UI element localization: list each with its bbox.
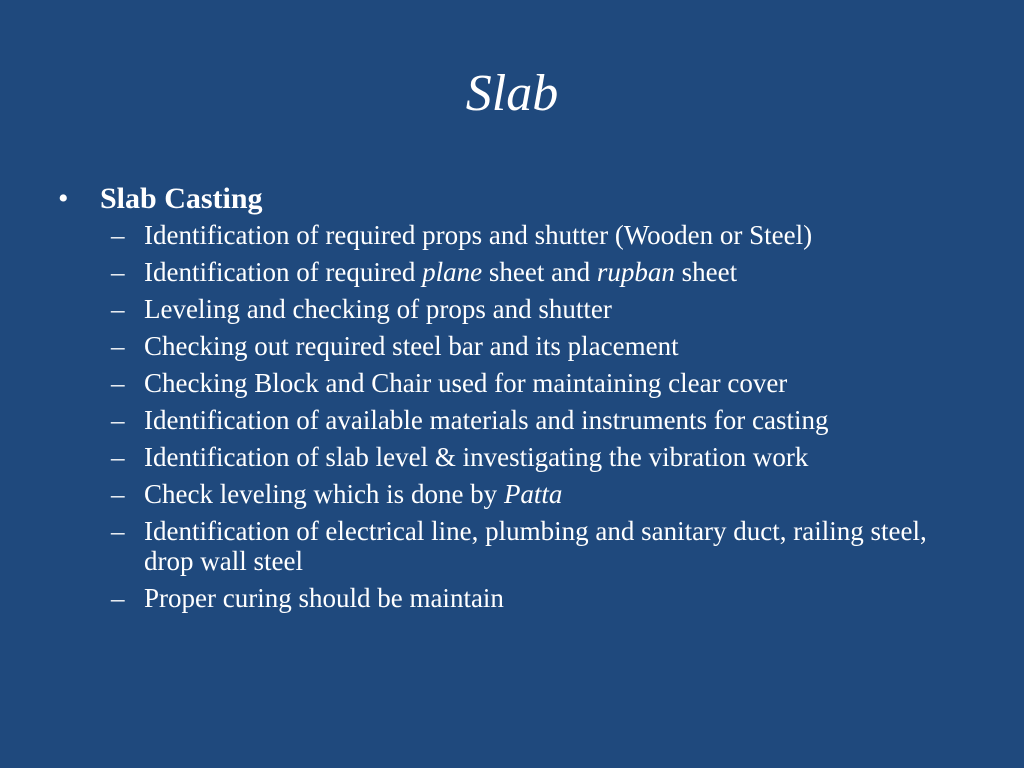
bullet-marker: • xyxy=(58,182,69,215)
dash-marker: – xyxy=(111,516,125,546)
sub-bullet-item xyxy=(58,405,934,435)
main-bullet xyxy=(58,180,988,218)
sub-bullet-item xyxy=(58,516,934,576)
italic-term: Patta xyxy=(503,479,563,509)
dash-marker: – xyxy=(111,442,125,472)
dash-marker: – xyxy=(111,479,125,509)
slide-content xyxy=(58,180,988,620)
sub-bullet-text: Check leveling which is done by xyxy=(144,479,504,509)
sub-bullet-text: Identification of slab level & investigating the vibration work xyxy=(144,442,809,472)
sub-bullet-list xyxy=(58,220,988,613)
sub-bullet-text: Checking out required steel bar and its placement xyxy=(144,331,679,361)
sub-bullet-item xyxy=(58,442,934,472)
sub-bullet-text: Identification of required props and shutter (Wooden or Steel) xyxy=(144,220,813,250)
dash-marker: – xyxy=(111,257,125,287)
main-bullet-label: Slab Casting xyxy=(100,182,263,215)
slide-title: Slab xyxy=(465,65,559,122)
sub-bullet-item xyxy=(58,257,934,287)
sub-bullet-text: Leveling and checking of props and shutter xyxy=(144,294,612,324)
sub-bullet-item xyxy=(58,479,934,509)
dash-marker: – xyxy=(111,331,125,361)
sub-bullet-item xyxy=(58,368,934,398)
italic-term: rupban xyxy=(596,257,675,287)
sub-bullet-text: Identification of electrical line, plumbing and sanitary duct, railing steel, drop wall steel xyxy=(144,516,927,576)
italic-term: plane xyxy=(422,257,483,287)
sub-bullet-text: Proper curing should be maintain xyxy=(144,583,504,613)
dash-marker: – xyxy=(111,294,125,324)
dash-marker: – xyxy=(111,583,125,613)
sub-bullet-item xyxy=(58,331,934,361)
dash-marker: – xyxy=(111,405,125,435)
sub-bullet-item xyxy=(58,583,934,613)
sub-bullet-text: sheet xyxy=(674,257,738,287)
sub-bullet-text: Identification of available materials and instruments for casting xyxy=(144,405,829,435)
sub-bullet-item xyxy=(58,294,934,324)
sub-bullet-text: sheet and xyxy=(482,257,597,287)
sub-bullet-text: Identification of required xyxy=(144,257,423,287)
sub-bullet-item xyxy=(58,220,934,250)
dash-marker: – xyxy=(111,220,125,250)
dash-marker: – xyxy=(111,368,125,398)
sub-bullet-text: Checking Block and Chair used for maintaining clear cover xyxy=(144,368,788,398)
